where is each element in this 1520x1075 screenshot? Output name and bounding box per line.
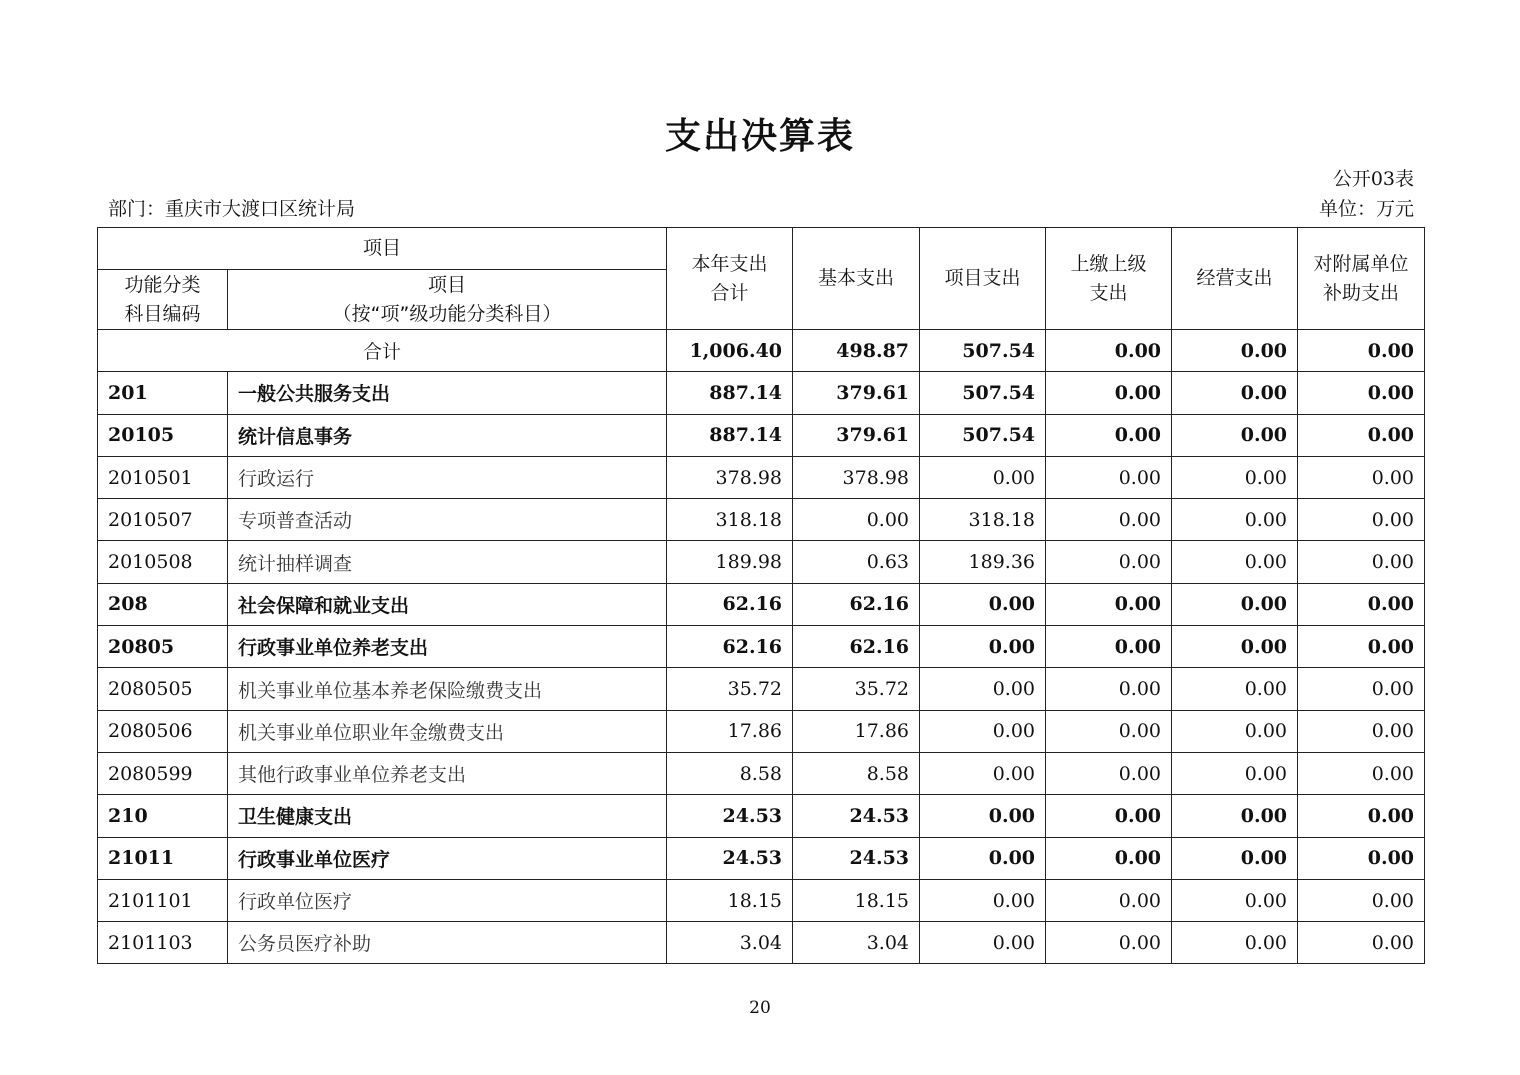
row-value: 24.53 xyxy=(793,795,920,837)
row-value: 0.00 xyxy=(1298,626,1425,668)
header-basic: 基本支出 xyxy=(793,228,920,330)
row-value: 8.58 xyxy=(793,752,920,794)
row-name: 行政单位医疗 xyxy=(228,879,667,921)
row-name: 统计抽样调查 xyxy=(228,541,667,583)
row-name: 卫生健康支出 xyxy=(228,795,667,837)
header-business: 经营支出 xyxy=(1172,228,1298,330)
total-value: 0.00 xyxy=(1172,330,1298,372)
total-label: 合计 xyxy=(98,330,667,372)
page-number: 20 xyxy=(749,998,771,1018)
table-row xyxy=(98,626,1425,668)
row-value: 0.00 xyxy=(1046,626,1172,668)
row-code: 20105 xyxy=(98,414,228,456)
row-name: 其他行政事业单位养老支出 xyxy=(228,752,667,794)
total-value: 507.54 xyxy=(920,330,1046,372)
expenditure-table xyxy=(97,227,1425,964)
row-value: 0.00 xyxy=(1046,541,1172,583)
header-name: 项目 （按“项”级功能分类科目） xyxy=(228,270,667,330)
table-row xyxy=(98,795,1425,837)
row-value: 0.00 xyxy=(1298,710,1425,752)
row-code: 210 xyxy=(98,795,228,837)
row-value: 0.00 xyxy=(1046,499,1172,541)
row-value: 507.54 xyxy=(920,372,1046,414)
row-value: 0.00 xyxy=(920,879,1046,921)
row-value: 0.00 xyxy=(1172,922,1298,964)
row-value: 0.00 xyxy=(1046,414,1172,456)
row-value: 0.00 xyxy=(1298,879,1425,921)
table-row xyxy=(98,456,1425,498)
row-value: 0.00 xyxy=(1046,879,1172,921)
row-value: 0.00 xyxy=(1172,668,1298,710)
row-value: 0.00 xyxy=(1298,795,1425,837)
row-value: 0.00 xyxy=(1046,752,1172,794)
table-row xyxy=(98,710,1425,752)
row-name: 机关事业单位基本养老保险缴费支出 xyxy=(228,668,667,710)
row-name: 统计信息事务 xyxy=(228,414,667,456)
row-value: 0.00 xyxy=(1172,456,1298,498)
row-value: 18.15 xyxy=(793,879,920,921)
row-value: 17.86 xyxy=(793,710,920,752)
row-value: 0.00 xyxy=(1298,668,1425,710)
department-label: 部门：重庆市大渡口区统计局 xyxy=(108,198,356,220)
row-name: 行政事业单位医疗 xyxy=(228,837,667,879)
row-value: 0.00 xyxy=(920,837,1046,879)
row-value: 0.00 xyxy=(793,499,920,541)
table-header xyxy=(98,228,1425,330)
row-value: 0.00 xyxy=(920,668,1046,710)
row-name: 公务员医疗补助 xyxy=(228,922,667,964)
row-value: 189.98 xyxy=(667,541,793,583)
row-value: 0.00 xyxy=(1298,499,1425,541)
row-value: 0.00 xyxy=(1172,541,1298,583)
row-value: 0.00 xyxy=(920,795,1046,837)
row-value: 0.00 xyxy=(1298,752,1425,794)
row-value: 3.04 xyxy=(667,922,793,964)
total-value: 498.87 xyxy=(793,330,920,372)
row-value: 0.00 xyxy=(1172,626,1298,668)
row-value: 3.04 xyxy=(793,922,920,964)
row-value: 24.53 xyxy=(793,837,920,879)
row-value: 378.98 xyxy=(793,456,920,498)
row-value: 378.98 xyxy=(667,456,793,498)
row-value: 0.00 xyxy=(1298,837,1425,879)
row-value: 0.00 xyxy=(1172,837,1298,879)
row-value: 18.15 xyxy=(667,879,793,921)
row-value: 0.00 xyxy=(920,922,1046,964)
row-value: 0.00 xyxy=(1298,414,1425,456)
table-row xyxy=(98,583,1425,625)
row-value: 0.00 xyxy=(1172,795,1298,837)
row-value: 0.00 xyxy=(1172,499,1298,541)
table-row xyxy=(98,879,1425,921)
row-value: 8.58 xyxy=(667,752,793,794)
page-title: 支出决算表 xyxy=(664,116,855,157)
row-value: 0.00 xyxy=(1172,414,1298,456)
row-code: 208 xyxy=(98,583,228,625)
header-subsidy: 对附属单位 补助支出 xyxy=(1298,228,1425,330)
row-value: 35.72 xyxy=(667,668,793,710)
row-value: 0.00 xyxy=(1046,372,1172,414)
total-value: 0.00 xyxy=(1046,330,1172,372)
header-item-group: 项目 xyxy=(98,228,667,270)
header-upper: 上缴上级 支出 xyxy=(1046,228,1172,330)
table-row xyxy=(98,414,1425,456)
row-value: 507.54 xyxy=(920,414,1046,456)
row-code: 2010507 xyxy=(98,499,228,541)
row-value: 17.86 xyxy=(667,710,793,752)
form-number: 公开03表 xyxy=(1332,168,1414,190)
table-row xyxy=(98,541,1425,583)
row-value: 0.00 xyxy=(1046,456,1172,498)
row-value: 62.16 xyxy=(793,583,920,625)
row-value: 0.00 xyxy=(1046,710,1172,752)
row-value: 0.00 xyxy=(1298,583,1425,625)
row-value: 0.00 xyxy=(1298,372,1425,414)
row-value: 887.14 xyxy=(667,414,793,456)
row-name: 社会保障和就业支出 xyxy=(228,583,667,625)
table-row xyxy=(98,752,1425,794)
row-code: 2080599 xyxy=(98,752,228,794)
row-value: 0.00 xyxy=(920,710,1046,752)
row-value: 0.00 xyxy=(1172,879,1298,921)
row-value: 189.36 xyxy=(920,541,1046,583)
row-value: 379.61 xyxy=(793,414,920,456)
row-value: 0.00 xyxy=(920,752,1046,794)
row-value: 0.00 xyxy=(1046,837,1172,879)
row-name: 一般公共服务支出 xyxy=(228,372,667,414)
header-project: 项目支出 xyxy=(920,228,1046,330)
total-row xyxy=(98,330,1425,372)
row-value: 0.00 xyxy=(1046,922,1172,964)
table-row xyxy=(98,837,1425,879)
row-value: 0.00 xyxy=(1172,752,1298,794)
row-code: 21011 xyxy=(98,837,228,879)
row-code: 2010508 xyxy=(98,541,228,583)
table-row xyxy=(98,668,1425,710)
row-value: 62.16 xyxy=(793,626,920,668)
row-name: 专项普查活动 xyxy=(228,499,667,541)
row-code: 2080506 xyxy=(98,710,228,752)
row-value: 35.72 xyxy=(793,668,920,710)
row-value: 0.00 xyxy=(1172,372,1298,414)
row-value: 318.18 xyxy=(667,499,793,541)
row-code: 2080505 xyxy=(98,668,228,710)
row-value: 0.00 xyxy=(1172,710,1298,752)
row-value: 379.61 xyxy=(793,372,920,414)
row-value: 0.00 xyxy=(1298,922,1425,964)
row-code: 201 xyxy=(98,372,228,414)
row-value: 24.53 xyxy=(667,837,793,879)
row-value: 24.53 xyxy=(667,795,793,837)
row-value: 62.16 xyxy=(667,583,793,625)
row-value: 0.63 xyxy=(793,541,920,583)
row-value: 0.00 xyxy=(1046,795,1172,837)
row-value: 0.00 xyxy=(1172,583,1298,625)
row-value: 0.00 xyxy=(920,626,1046,668)
table-row xyxy=(98,372,1425,414)
unit-label: 单位：万元 xyxy=(1318,198,1414,220)
row-code: 2010501 xyxy=(98,456,228,498)
row-value: 0.00 xyxy=(1046,668,1172,710)
row-code: 2101101 xyxy=(98,879,228,921)
total-value: 0.00 xyxy=(1298,330,1425,372)
table-row xyxy=(98,499,1425,541)
row-value: 0.00 xyxy=(1298,541,1425,583)
row-value: 0.00 xyxy=(920,456,1046,498)
header-code: 功能分类 科目编码 xyxy=(98,270,228,330)
row-value: 62.16 xyxy=(667,626,793,668)
table-row xyxy=(98,922,1425,964)
row-value: 887.14 xyxy=(667,372,793,414)
row-code: 2101103 xyxy=(98,922,228,964)
table-body xyxy=(98,330,1425,964)
header-total: 本年支出 合计 xyxy=(667,228,793,330)
row-name: 行政事业单位养老支出 xyxy=(228,626,667,668)
row-value: 318.18 xyxy=(920,499,1046,541)
row-value: 0.00 xyxy=(1046,583,1172,625)
total-value: 1,006.40 xyxy=(667,330,793,372)
row-name: 机关事业单位职业年金缴费支出 xyxy=(228,710,667,752)
row-value: 0.00 xyxy=(1298,456,1425,498)
row-code: 20805 xyxy=(98,626,228,668)
row-value: 0.00 xyxy=(920,583,1046,625)
row-name: 行政运行 xyxy=(228,456,667,498)
